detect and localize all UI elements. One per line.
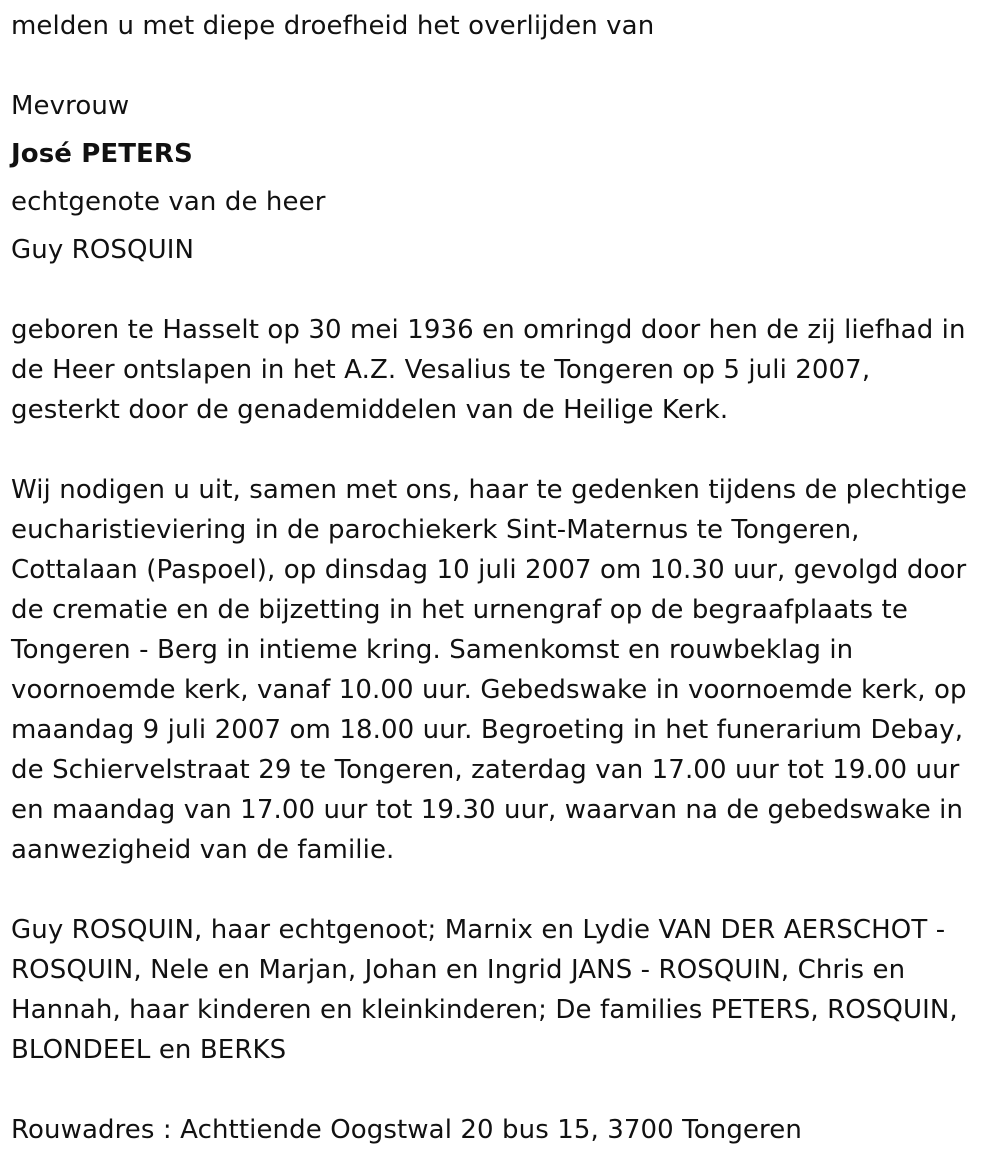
spouse-label: echtgenote van de heer: [11, 187, 326, 217]
paragraph-line: de Schiervelstraat 29 te Tongeren, zaterdag van 17.00 uur tot 19.00 uur: [11, 755, 960, 785]
paragraph-line: Cottalaan (Paspoel), op dinsdag 10 juli 2007 om 10.30 uur, gevolgd door: [11, 555, 967, 585]
paragraph-line: voornoemde kerk, vanaf 10.00 uur. Gebedswake in voornoemde kerk, op: [11, 675, 967, 705]
paragraph-line: Guy ROSQUIN, haar echtgenoot; Marnix en Lydie VAN DER AERSCHOT -: [11, 915, 946, 945]
mourning-address: Rouwadres : Achttiende Oogstwal 20 bus 15, 3700 Tongeren: [11, 1115, 802, 1145]
deceased-name: José PETERS: [11, 139, 193, 169]
spouse-name: Guy ROSQUIN: [11, 235, 195, 265]
paragraph-line: ROSQUIN, Nele en Marjan, Johan en Ingrid JANS - ROSQUIN, Chris en: [11, 955, 906, 985]
paragraph-line: BLONDEEL en BERKS: [11, 1035, 287, 1065]
paragraph-line: de Heer ontslapen in het A.Z. Vesalius te Tongeren op 5 juli 2007,: [11, 355, 871, 385]
paragraph-line: eucharistieviering in de parochiekerk Sint-Maternus te Tongeren,: [11, 515, 860, 545]
paragraph-line: maandag 9 juli 2007 om 18.00 uur. Begroeting in het funerarium Debay,: [11, 715, 964, 745]
paragraph-line: gesterkt door de genademiddelen van de Heilige Kerk.: [11, 395, 729, 425]
paragraph-line: Wij nodigen u uit, samen met ons, haar te gedenken tijdens de plechtige: [11, 475, 967, 505]
paragraph-line: Tongeren - Berg in intieme kring. Samenkomst en rouwbeklag in: [11, 635, 854, 665]
paragraph-line: Hannah, haar kinderen en kleinkinderen; De families PETERS, ROSQUIN,: [11, 995, 958, 1025]
paragraph-line: aanwezigheid van de familie.: [11, 835, 395, 865]
honorific-title: Mevrouw: [11, 91, 130, 121]
intro-text: melden u met diepe droefheid het overlijden van: [11, 11, 655, 41]
paragraph-line: geboren te Hasselt op 30 mei 1936 en omringd door hen de zij liefhad in: [11, 315, 966, 345]
paragraph-line: de crematie en de bijzetting in het urnengraf op de begraafplaats te: [11, 595, 908, 625]
paragraph-line: en maandag van 17.00 uur tot 19.30 uur, waarvan na de gebedswake in: [11, 795, 964, 825]
